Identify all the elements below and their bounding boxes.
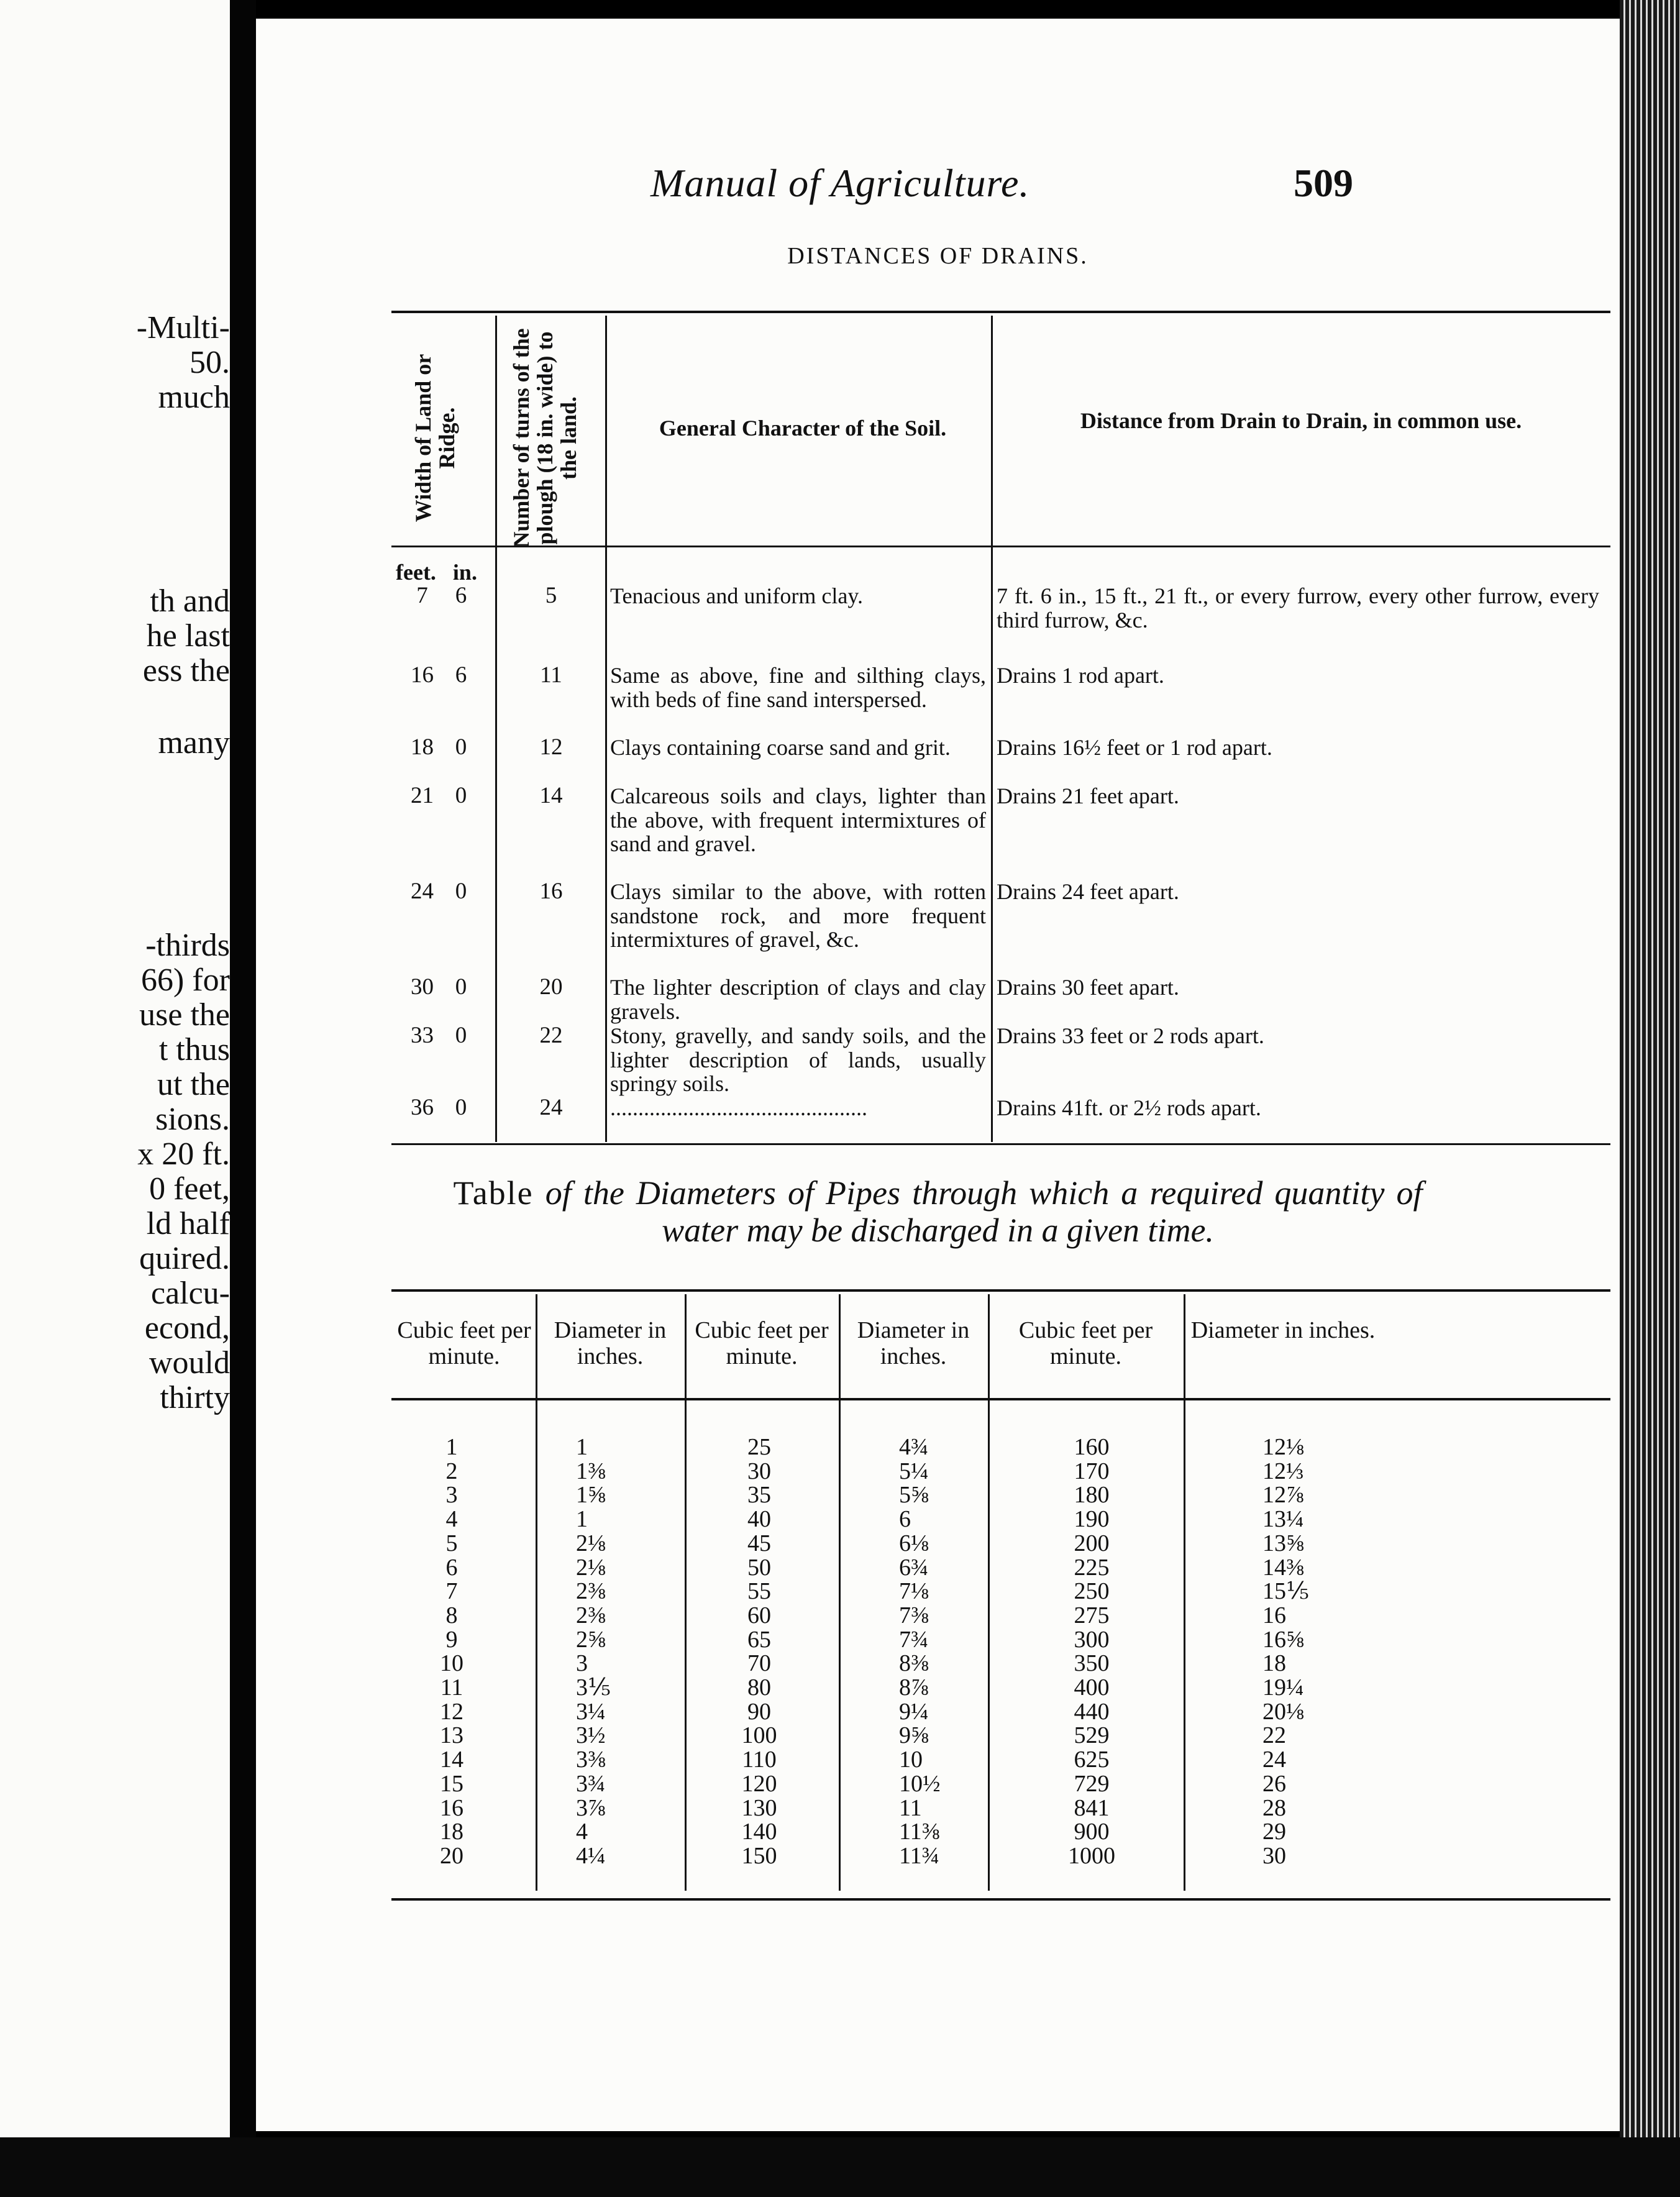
pipe-cell: 3¼ [576,1698,606,1725]
row-inches: 0 [455,783,467,808]
pipes-column-rule [839,1294,841,1891]
pipe-cell: 2⅝ [576,1626,606,1653]
table-bottom-rule [391,1143,1610,1145]
pipe-cell: 250 [1074,1578,1110,1605]
pipe-cell: 7¾ [899,1626,929,1653]
pipe-cell: 30 [747,1458,771,1484]
pipe-cell: 2⅜ [576,1578,606,1605]
row-inches: 0 [455,1095,467,1120]
pipe-cell: 26 [1262,1770,1286,1797]
pipes-header-cubic-feet: Cubic feet per minute. [1018,1317,1153,1369]
facing-line: many [158,725,230,760]
facing-line: ess the [142,653,230,688]
pipe-cell: 1⅜ [576,1458,606,1484]
pipe-cell: 225 [1074,1554,1110,1581]
pipe-cell: 7 [445,1578,458,1605]
row-turns: 11 [540,662,562,688]
pipe-cell: 275 [1074,1602,1110,1628]
pipe-cell: 20⅛ [1262,1698,1304,1725]
row-distance: Drains 24 feet apart. [997,879,1179,904]
row-distance: Drains 16½ feet or 1 rod apart. [997,735,1272,760]
diameter-column [899,1435,967,1868]
pipe-cell: 6 [445,1554,458,1581]
row-feet: 21 [411,783,434,808]
facing-page [0,0,230,2197]
row-feet: 30 [411,974,434,1000]
pipe-cell: 1 [445,1434,458,1460]
pipe-cell: 529 [1074,1722,1110,1749]
facing-line: sions. [155,1102,230,1137]
facing-line: x 20 ft. [137,1136,230,1172]
cubic-feet-column [418,1435,486,1868]
pipe-cell: 350 [1074,1650,1110,1677]
pipe-cell: 65 [747,1626,771,1653]
pipe-cell: 45 [747,1530,771,1556]
pipes-header-rule [391,1398,1610,1400]
pipe-cell: 300 [1074,1626,1110,1653]
pipe-cell: 2 [445,1458,458,1484]
pipe-cell: 29 [1262,1819,1286,1845]
pipe-cell: 9 [445,1626,458,1653]
row-feet: 16 [411,662,434,688]
pipe-cell: 12 [440,1698,463,1725]
row-soil: .............................................. [610,1096,867,1120]
book-gutter [230,0,256,2197]
pipe-cell: 2⅜ [576,1602,606,1628]
row-feet: 24 [411,879,434,904]
pipe-cell: 55 [747,1578,771,1605]
pipe-cell: 16⅝ [1262,1626,1304,1653]
pipe-cell: 18 [440,1819,463,1845]
cubic-feet-column [1045,1435,1138,1868]
row-distance: Drains 1 rod apart. [997,663,1164,688]
row-feet: 7 [416,583,428,608]
pipe-cell: 7⅛ [899,1578,929,1605]
facing-line: quired. [139,1241,230,1276]
pipe-cell: 11⅜ [899,1819,940,1845]
pipe-cell: 13¼ [1262,1506,1304,1533]
width-column-header: Width of Land or Ridge. [411,354,459,523]
pipe-cell: 18 [1262,1650,1286,1677]
pipe-cell: 2⅛ [576,1554,606,1581]
facing-line: 66) for [141,962,230,998]
pipe-cell: 440 [1074,1698,1110,1725]
pipes-header-diameter: Diameter in inches. [1190,1317,1376,1343]
pipe-cell: 1 [576,1434,588,1460]
row-feet: 36 [411,1095,434,1120]
pipe-cell: 35 [747,1482,771,1509]
facing-line: 50. [189,345,230,380]
row-inches: 6 [455,583,467,608]
turns-column-header: Number of turns of the plough (18 in. wide) to the land. [509,328,581,548]
row-distance: 7 ft. 6 in., 15 ft., 21 ft., or every furrow, every other furrow, every third furrow, &c. [997,583,1599,633]
diameter-column [1262,1435,1337,1868]
pipe-cell: 4 [576,1819,588,1845]
pipe-cell: 120 [741,1770,777,1797]
pipe-cell: 15 [440,1770,463,1797]
pipe-cell: 6¾ [899,1554,929,1581]
row-turns: 20 [539,974,563,1000]
pipe-cell: 12⅛ [1262,1434,1304,1460]
pipe-cell: 80 [747,1674,771,1701]
pipe-cell: 22 [1262,1722,1286,1749]
pipe-cell: 9⅝ [899,1722,929,1749]
pipe-cell: 3⅜ [576,1747,606,1773]
title-lead: Table [453,1174,534,1212]
facing-line: use the [139,997,230,1033]
units-label: feet. in. [396,560,477,585]
pipe-cell: 140 [741,1819,777,1845]
soil-column-header: General Character of the Soil. [659,416,947,441]
diameter-column [576,1435,632,1868]
facing-line: econd, [144,1310,230,1346]
row-soil: Stony, gravelly, and sandy soils, and the lighter description of lands, usually springy soils. [610,1023,986,1096]
pipe-cell: 24 [1262,1747,1286,1773]
pipe-cell: 1⅝ [576,1482,606,1509]
row-turns: 12 [539,734,563,760]
row-soil: Same as above, fine and silthing clays, with beds of fine sand interspersed. [610,663,986,712]
pipes-header-cubic-feet: Cubic feet per minute. [695,1317,829,1369]
pipe-cell: 3 [576,1650,588,1677]
pipe-cell: 12⅞ [1262,1482,1304,1509]
pipe-cell: 90 [747,1698,771,1725]
row-soil: Clays similar to the above, with rotten sandstone rock, and more frequent intermixtures of gravel, &c. [610,879,986,952]
facing-line: ut the [157,1067,230,1102]
row-turns: 14 [539,783,563,808]
running-title: Manual of Agriculture. [651,161,1030,205]
row-soil: Clays containing coarse sand and grit. [610,735,951,760]
pipe-cell: 625 [1074,1747,1110,1773]
row-soil: Tenacious and uniform clay. [610,583,864,608]
pipe-cell: 10 [440,1650,463,1677]
row-feet: 18 [411,734,434,760]
pipes-column-rule [1184,1294,1185,1891]
row-turns: 22 [539,1023,563,1048]
pipes-top-rule [391,1289,1610,1292]
pipe-cell: 8⅞ [899,1674,929,1701]
pipe-cell: 60 [747,1602,771,1628]
page-edges [1620,0,1680,2197]
scan-border [0,2137,1680,2197]
pipes-table-title [256,1174,1620,1249]
pipe-cell: 11¾ [899,1842,940,1869]
pipe-cell: 10 [899,1747,923,1773]
pipe-cell: 3¾ [576,1770,606,1797]
pipe-cell: 5¼ [899,1458,929,1484]
pipes-bottom-rule [391,1898,1610,1901]
pipe-cell: 25 [747,1434,771,1460]
facing-line: calcu- [150,1276,230,1311]
pipe-cell: 180 [1074,1482,1110,1509]
pipe-cell: 5 [445,1530,458,1556]
facing-line: much [158,380,230,415]
pipe-cell: 4¼ [576,1842,606,1869]
pipe-cell: 9¼ [899,1698,929,1725]
pipe-cell: 190 [1074,1506,1110,1533]
row-inches: 0 [455,734,467,760]
pipe-cell: 170 [1074,1458,1110,1484]
pipe-cell: 28 [1262,1794,1286,1821]
pipe-cell: 15⅕ [1262,1578,1309,1605]
pipe-cell: 4 [445,1506,458,1533]
pipe-cell: 841 [1074,1794,1110,1821]
row-inches: 0 [455,879,467,904]
title-rest: of the Diameters of Pipes through which a required quantity of water may be discharged in a given time. [545,1174,1423,1249]
pipe-cell: 110 [742,1747,777,1773]
row-turns: 5 [545,583,557,608]
cubic-feet-column [719,1435,800,1868]
table-top-rule [391,311,1610,313]
facing-line: -Multi- [136,310,230,345]
row-inches: 6 [455,662,467,688]
pipe-cell: 160 [1074,1434,1110,1460]
pipe-cell: 19¼ [1262,1674,1304,1701]
row-distance: Drains 30 feet apart. [997,975,1179,1000]
pipe-cell: 13⅝ [1262,1530,1304,1556]
pipe-cell: 100 [741,1722,777,1749]
pipe-cell: 16 [1262,1602,1286,1628]
row-turns: 24 [539,1095,563,1120]
pipe-cell: 3⅞ [576,1794,606,1821]
pipe-cell: 130 [741,1794,777,1821]
facing-line: ld half [146,1206,230,1241]
pipe-cell: 10½ [899,1770,941,1797]
row-inches: 0 [455,974,467,1000]
pipe-cell: 3 [445,1482,458,1509]
pipe-cell: 8⅜ [899,1650,929,1677]
pipe-cell: 6 [899,1506,911,1533]
pipe-cell: 20 [440,1842,463,1869]
row-inches: 0 [455,1023,467,1048]
distance-column-header: Distance from Drain to Drain, in common use. [1080,408,1522,433]
pipe-cell: 30 [1262,1842,1286,1869]
pipe-cell: 3⅕ [576,1674,611,1701]
pipe-cell: 1 [576,1506,588,1533]
pipe-cell: 11 [899,1794,922,1821]
pipe-cell: 11 [440,1674,463,1701]
table-heading: DISTANCES OF DRAINS. [787,243,1089,269]
pipe-cell: 900 [1074,1819,1110,1845]
pipes-column-rule [536,1294,537,1891]
row-distance: Drains 21 feet apart. [997,783,1179,808]
pipe-cell: 1000 [1068,1842,1115,1869]
row-feet: 33 [411,1023,434,1048]
book-page [256,19,1620,2131]
pipe-cell: 150 [741,1842,777,1869]
facing-line: th and [150,583,230,619]
pipe-cell: 16 [440,1794,463,1821]
pipe-cell: 729 [1074,1770,1110,1797]
row-turns: 16 [539,879,563,904]
pipe-cell: 8 [445,1602,458,1628]
facing-line: -thirds [145,928,230,963]
column-rule [495,316,497,1142]
pipe-cell: 40 [747,1506,771,1533]
page-number: 509 [1294,161,1353,205]
pipe-cell: 2⅛ [576,1530,606,1556]
pipe-cell: 50 [747,1554,771,1581]
facing-line: 0 feet, [149,1171,230,1207]
pipe-cell: 6⅛ [899,1530,929,1556]
pipes-header-diameter: Diameter in inches. [554,1317,667,1369]
facing-line: thirty [160,1380,230,1415]
row-distance: Drains 33 feet or 2 rods apart. [997,1023,1264,1048]
pipe-cell: 7⅜ [899,1602,929,1628]
facing-line: he last [146,618,230,654]
pipe-cell: 200 [1074,1530,1110,1556]
row-distance: Drains 41ft. or 2½ rods apart. [997,1095,1261,1120]
pipe-cell: 4¾ [899,1434,929,1460]
pipe-cell: 3½ [576,1722,606,1749]
pipes-column-rule [988,1294,990,1891]
pipes-column-rule [685,1294,687,1891]
pipes-header-cubic-feet: Cubic feet per minute. [397,1317,531,1369]
pipe-cell: 12⅓ [1262,1458,1304,1484]
pipe-cell: 400 [1074,1674,1110,1701]
column-rule [991,316,993,1142]
column-rule [605,316,607,1142]
pipe-cell: 14⅜ [1262,1554,1304,1581]
pipe-cell: 5⅝ [899,1482,929,1509]
facing-line: would [149,1345,230,1381]
pipes-header-diameter: Diameter in inches. [857,1317,970,1369]
pipe-cell: 13 [440,1722,463,1749]
row-soil: The lighter description of clays and clay gravels. [610,975,986,1024]
facing-line: t thus [158,1032,230,1067]
pipe-cell: 14 [440,1747,463,1773]
pipe-cell: 70 [747,1650,771,1677]
row-soil: Calcareous soils and clays, lighter than the above, with frequent intermixtures of sand and gravel. [610,783,986,856]
